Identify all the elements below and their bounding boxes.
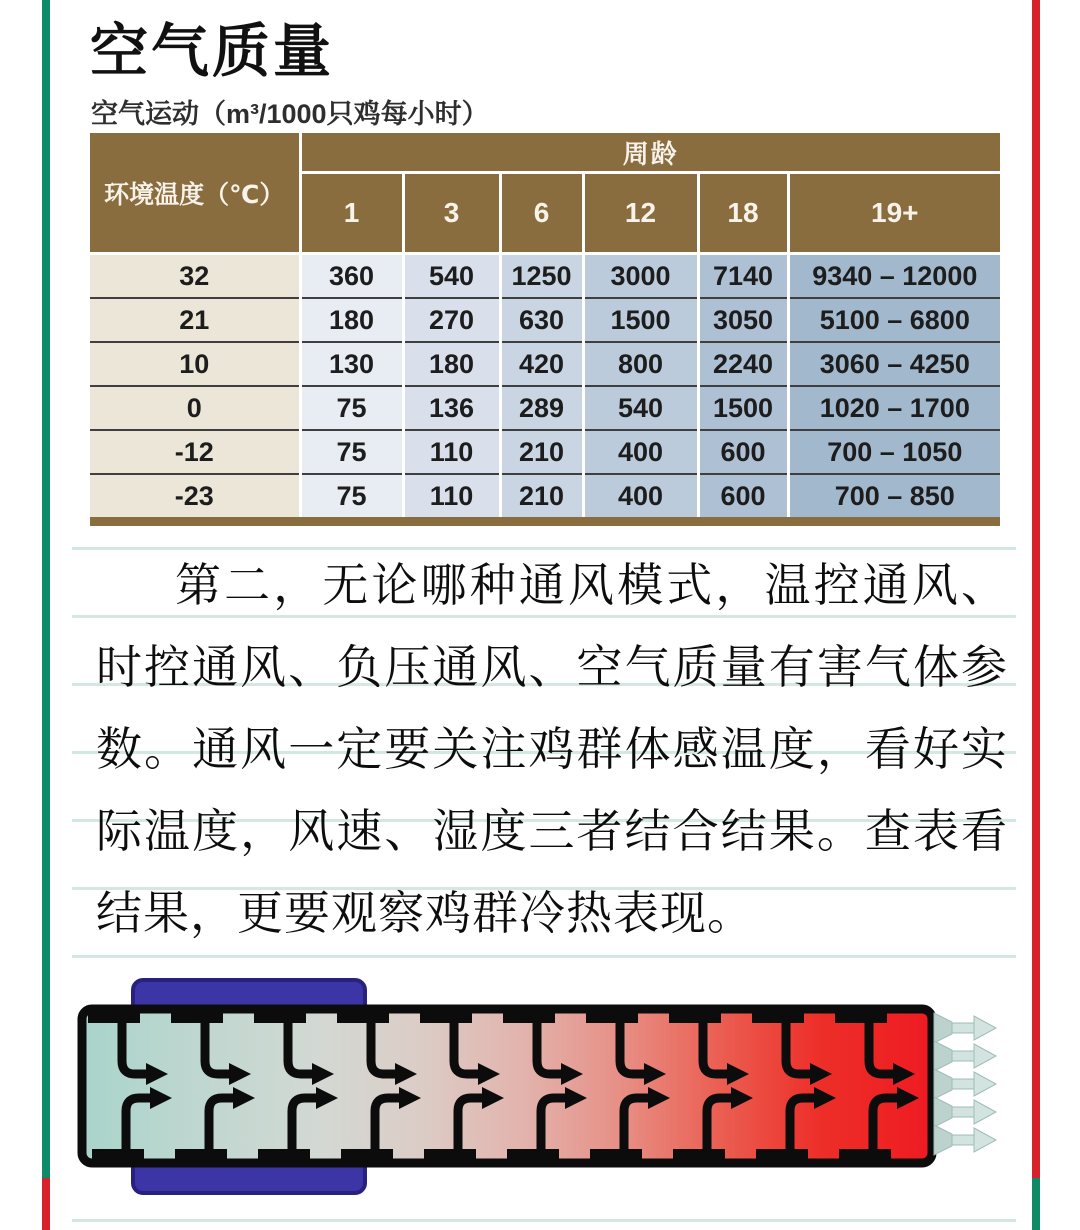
age-column-header: 19+ bbox=[788, 173, 1000, 254]
table-cell: 1020 – 1700 bbox=[788, 386, 1000, 430]
table-cell: 400 bbox=[583, 430, 698, 474]
table-cell: 360 bbox=[300, 254, 403, 299]
table-cell: 130 bbox=[300, 342, 403, 386]
table-cell: 110 bbox=[403, 474, 500, 522]
table-cell: 110 bbox=[403, 430, 500, 474]
temp-cell: 0 bbox=[90, 386, 300, 430]
table-cell: 5100 – 6800 bbox=[788, 298, 1000, 342]
table-cell: 2240 bbox=[698, 342, 788, 386]
table-cell: 3060 – 4250 bbox=[788, 342, 1000, 386]
table-cell: 270 bbox=[403, 298, 500, 342]
temp-cell: -23 bbox=[90, 474, 300, 522]
table-cell: 136 bbox=[403, 386, 500, 430]
table-cell: 1250 bbox=[500, 254, 583, 299]
table-cell: 3000 bbox=[583, 254, 698, 299]
table-cell: 180 bbox=[300, 298, 403, 342]
table-cell: 289 bbox=[500, 386, 583, 430]
table-row bbox=[90, 342, 1000, 386]
paragraph-line: 数。通风一定要关注鸡群体感温度，看好实 bbox=[96, 723, 1008, 775]
table-cell: 700 – 850 bbox=[788, 474, 1000, 522]
temp-cell: 21 bbox=[90, 298, 300, 342]
table-cell: 600 bbox=[698, 474, 788, 522]
table-cell: 400 bbox=[583, 474, 698, 522]
right-accent-bar bbox=[1032, 0, 1040, 1230]
table-row bbox=[90, 298, 1000, 342]
exhaust-fan-arrow-icon bbox=[934, 1013, 996, 1155]
table-cell: 3050 bbox=[698, 298, 788, 342]
table-row bbox=[90, 254, 1000, 299]
temp-cell: -12 bbox=[90, 430, 300, 474]
table-cell: 600 bbox=[698, 430, 788, 474]
paragraph-line: 际温度，风速、湿度三者结合结果。查表看 bbox=[96, 805, 1008, 857]
age-column-header: 12 bbox=[583, 173, 698, 254]
air-movement-table bbox=[90, 133, 1000, 526]
table-cell: 180 bbox=[403, 342, 500, 386]
age-column-header: 1 bbox=[300, 173, 403, 254]
ventilation-diagram bbox=[60, 975, 1020, 1207]
table-row bbox=[90, 430, 1000, 474]
table-cell: 540 bbox=[583, 386, 698, 430]
table-row bbox=[90, 474, 1000, 522]
temp-cell: 10 bbox=[90, 342, 300, 386]
table-cell: 75 bbox=[300, 386, 403, 430]
table-cell: 630 bbox=[500, 298, 583, 342]
table-cell: 1500 bbox=[698, 386, 788, 430]
table-cell: 75 bbox=[300, 430, 403, 474]
ruled-line bbox=[72, 1219, 1016, 1222]
paragraph-line: 第二，无论哪种通风模式，温控通风、 bbox=[175, 559, 1008, 611]
page-title: 空气质量 bbox=[90, 19, 335, 84]
age-column-header: 3 bbox=[403, 173, 500, 254]
table-cell: 540 bbox=[403, 254, 500, 299]
table-row bbox=[90, 386, 1000, 430]
table-cell: 800 bbox=[583, 342, 698, 386]
table-cell: 7140 bbox=[698, 254, 788, 299]
table-caption: 空气运动（m³/1000只鸡每小时） bbox=[91, 99, 489, 129]
table-cell: 1500 bbox=[583, 298, 698, 342]
age-column-header: 18 bbox=[698, 173, 788, 254]
table-cell: 700 – 1050 bbox=[788, 430, 1000, 474]
table-cell: 75 bbox=[300, 474, 403, 522]
ruled-line bbox=[72, 955, 1016, 958]
table-cell: 210 bbox=[500, 430, 583, 474]
table-cell: 9340 – 12000 bbox=[788, 254, 1000, 299]
body-paragraph bbox=[96, 544, 1008, 954]
table-cell: 210 bbox=[500, 474, 583, 522]
left-accent-bar bbox=[42, 0, 50, 1230]
paragraph-line: 时控通风、负压通风、空气质量有害气体参 bbox=[96, 641, 1008, 693]
table-group-header: 周龄 bbox=[300, 133, 1000, 173]
table-corner-header: 环境温度（℃） bbox=[90, 133, 300, 254]
temp-cell: 32 bbox=[90, 254, 300, 299]
table-cell: 420 bbox=[500, 342, 583, 386]
age-column-header: 6 bbox=[500, 173, 583, 254]
paragraph-line: 结果，更要观察鸡群冷热表现。 bbox=[96, 887, 754, 939]
